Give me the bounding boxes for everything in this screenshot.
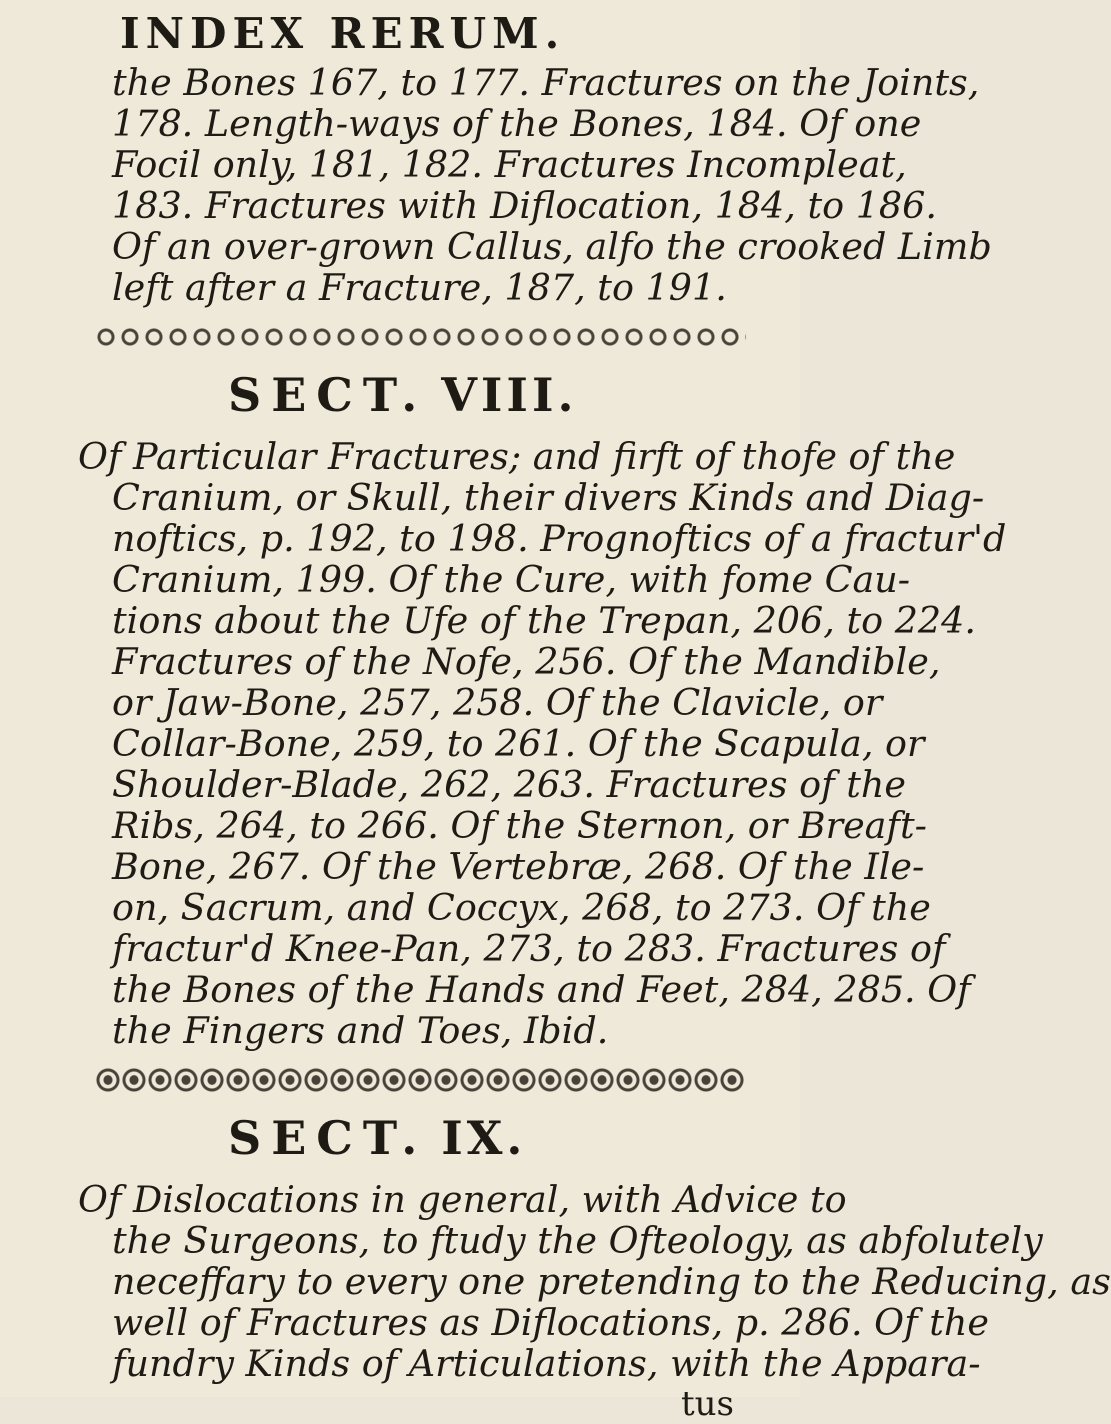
text-line: the Bones 167, to 177. Fractures on the Joints, (112, 61, 980, 104)
ornamental-rule-icon (96, 1065, 746, 1095)
section-heading-ix (78, 1107, 760, 1169)
text-line: Of Particular Fractures; and firft of thofe of the (78, 435, 956, 478)
text-line: Fractures of the Nofe, 256. Of the Mandible, (112, 640, 941, 683)
text-line: Focil only, 181, 182. Fractures Incompleat, (112, 143, 907, 186)
text-line: noftics, p. 192, to 198. Prognoftics of a fractur'd (112, 517, 1007, 560)
text-line: Cranium, or Skull, their divers Kinds and Diag- (112, 476, 985, 519)
section-label: SECT. (228, 1111, 428, 1165)
text-line: tions about the Ufe of the Trepan, 206, to 224. (112, 599, 976, 642)
index-entry-particular-fractures (78, 435, 1007, 1052)
section-label: SECT. (228, 368, 428, 422)
section-number: IX. (441, 1111, 527, 1165)
text-line: fractur'd Knee-Pan, 273, to 283. Fractures of (112, 927, 946, 970)
ornamental-rule-icon (96, 322, 746, 352)
text-line: the Surgeons, to ftudy the Ofteology, as abfolutely (112, 1219, 1043, 1262)
text-line: 183. Fractures with Diflocation, 184, to 186. (112, 184, 937, 227)
section-heading-viii (78, 364, 760, 426)
text-line: on, Sacrum, and Coccyx, 268, to 273. Of the (112, 886, 931, 929)
text-line: or Jaw-Bone, 257, 258. Of the Clavicle, or (112, 681, 883, 724)
text-line: Cranium, 199. Of the Cure, with fome Cau- (112, 558, 911, 601)
text-line: Shoulder-Blade, 262, 263. Fractures of the (112, 763, 906, 806)
text-line: Collar-Bone, 259, to 261. Of the Scapula, or (112, 722, 925, 765)
text-line: Of Dislocations in general, with Advice to (78, 1178, 847, 1221)
text-line: Of an over-grown Callus, alfo the crooked Limb (112, 225, 992, 268)
text-line: neceffary to every one pretending to the Reducing, as (112, 1260, 1111, 1303)
text-line: well of Fractures as Diflocations, p. 286. Of the (112, 1301, 989, 1344)
text-line: 178. Length-ways of the Bones, 184. Of one (112, 102, 922, 145)
text-line: the Bones of the Hands and Feet, 284, 285. Of (112, 968, 971, 1011)
text-line: the Fingers and Toes, Ibid. (112, 1009, 609, 1052)
index-entry-fractures-continued (78, 61, 992, 309)
text-line: fundry Kinds of Articulations, with the Appara- (112, 1342, 981, 1385)
section-number: VIII. (441, 368, 578, 422)
catchword: tus (680, 1384, 734, 1424)
text-line: Ribs, 264, to 266. Of the Sternon, or Breaft- (112, 804, 927, 847)
text-line: left after a Fracture, 187, to 191. (112, 266, 727, 309)
index-entry-dislocations (78, 1178, 1111, 1385)
running-head: INDEX RERUM. (120, 9, 566, 58)
text-line: Bone, 267. Of the Vertebræ, 268. Of the Ile- (112, 845, 925, 888)
